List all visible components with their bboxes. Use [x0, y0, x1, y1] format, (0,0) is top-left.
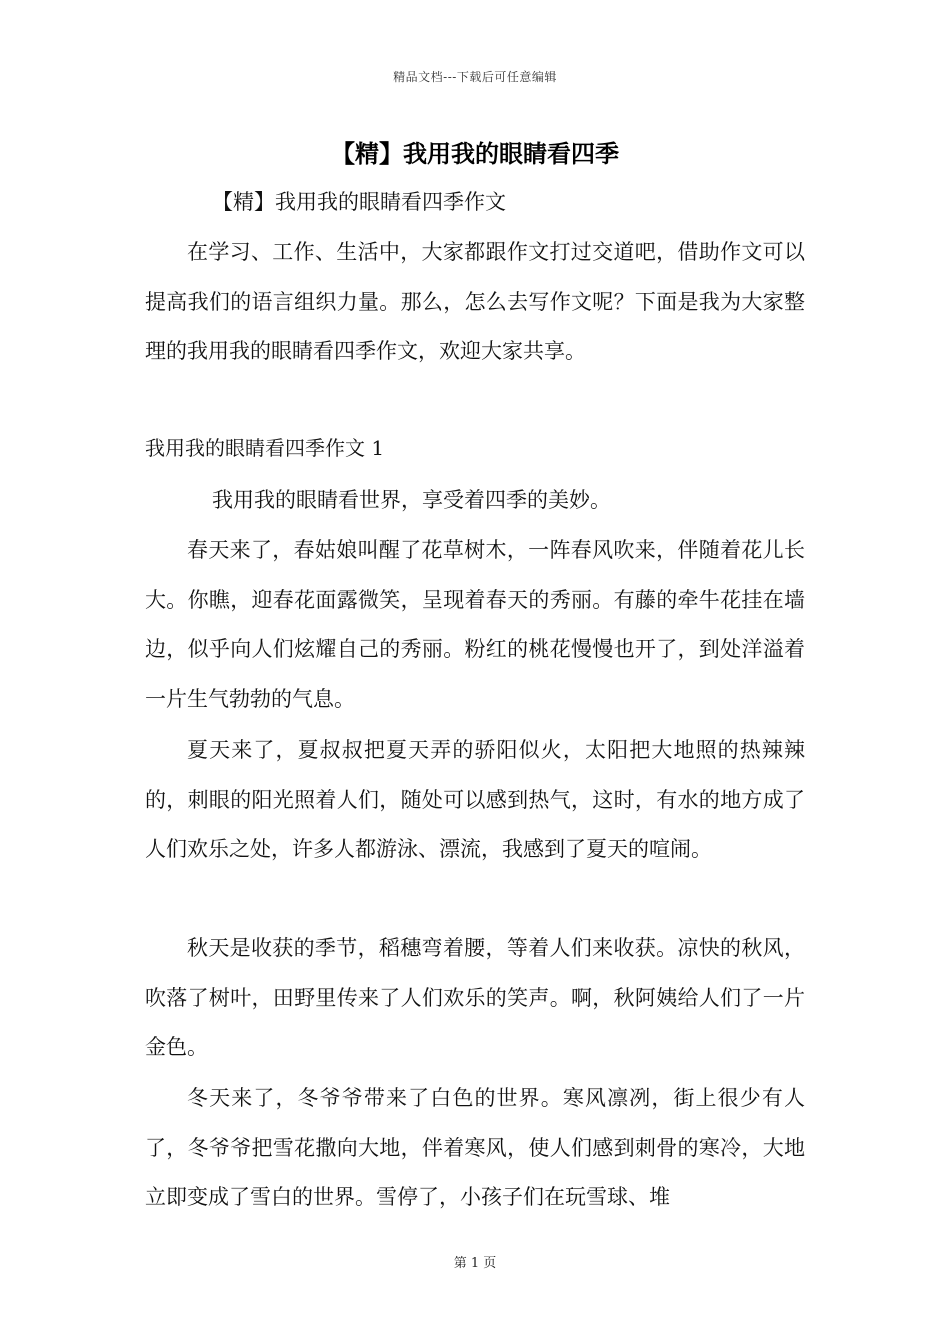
paragraph-spring: 春天来了，春姑娘叫醒了花草树木，一阵春风吹来，伴随着花儿长大。你瞧，迎春花面露微笑，呈现着春天的秀丽。有藤的牵牛花挂在墙边，似乎向人们炫耀自己的秀丽。粉红的桃花慢慢也开了，到处洋溢着一片生气勃勃的气息。 [145, 538, 805, 711]
paragraph-summer: 夏天来了，夏叔叔把夏天弄的骄阳似火，太阳把大地照的热辣辣的，刺眼的阳光照着人们，随处可以感到热气，这时，有水的地方成了人们欢乐之处，许多人都游泳、漂流，我感到了夏天的喧闹。 [145, 738, 805, 861]
paragraph-winter: 冬天来了，冬爷爷带来了白色的世界。寒风凛冽，街上很少有人了，冬爷爷把雪花撒向大地，伴着寒风，使人们感到刺骨的寒冷，大地立即变成了雪白的世界。雪停了，小孩子们在玩雪球、堆 [145, 1086, 805, 1209]
lead-sentence: 我用我的眼睛看世界，享受着四季的美妙。 [212, 488, 611, 512]
paragraph-autumn: 秋天是收获的季节，稻穗弯着腰，等着人们来收获。凉快的秋风，吹落了树叶，田野里传来了人们欢乐的笑声。啊，秋阿姨给人们了一片金色。 [145, 936, 805, 1059]
page-footer: 第 1 页 [453, 1256, 497, 1271]
document-subtitle: 【精】我用我的眼睛看四季作文 [212, 190, 506, 214]
section-heading: 我用我的眼睛看四季作文 1 [145, 436, 385, 460]
intro-paragraph: 在学习、工作、生活中，大家都跟作文打过交道吧，借助作文可以提高我们的语言组织力量。那么，怎么去写作文呢？下面是我为大家整理的我用我的眼睛看四季作文，欢迎大家共享。 [145, 240, 805, 363]
page-header: 精品文档---下载后可任意编辑 [393, 70, 557, 84]
document-title: 【精】我用我的眼睛看四季 [331, 139, 619, 168]
